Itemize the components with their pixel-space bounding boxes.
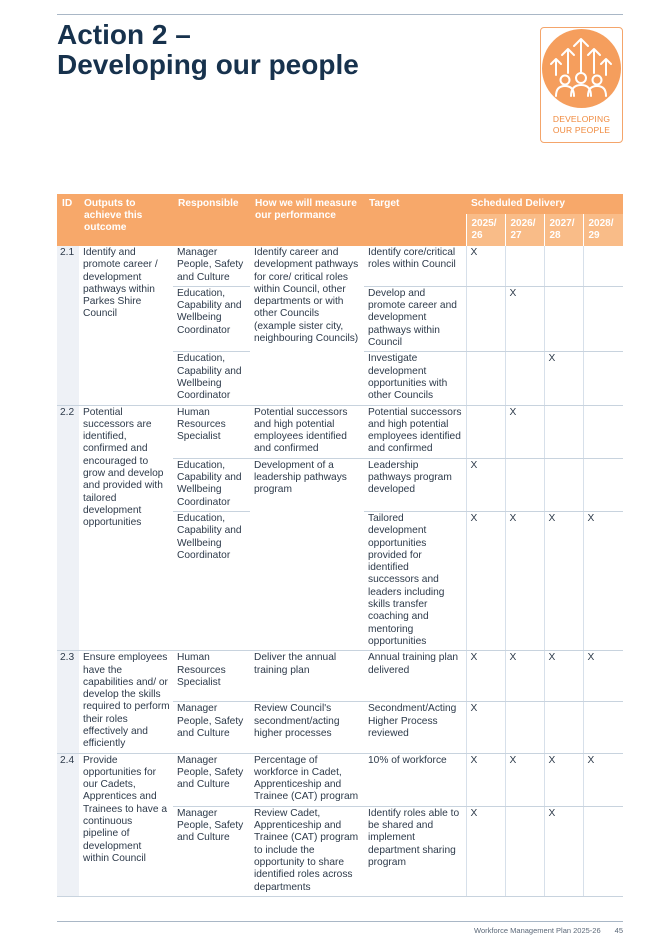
header-target: Target xyxy=(364,194,466,246)
header-scheduled-delivery: Scheduled Delivery xyxy=(466,194,623,214)
page-title xyxy=(57,20,359,80)
header-year-2028-29: 2028/ 29 xyxy=(583,214,623,246)
delivery-2025-26 xyxy=(466,405,505,458)
badge-label-line-1: DEVELOPING xyxy=(552,114,611,124)
delivery-2027-28 xyxy=(544,702,583,753)
delivery-2027-28 xyxy=(544,405,583,458)
delivery-2028-29 xyxy=(583,286,623,351)
delivery-2026-27 xyxy=(505,352,544,405)
delivery-2026-27 xyxy=(505,458,544,511)
row-id: 2.1 xyxy=(57,246,79,405)
output-cell: Ensure employees have the capabilities and/ or develop the skills required to perform their roles effectively and efficiently xyxy=(79,651,173,753)
delivery-2025-26: X xyxy=(466,806,505,896)
delivery-2026-27: X xyxy=(505,286,544,351)
delivery-2027-28: X xyxy=(544,806,583,896)
output-cell: Potential successors are identified, confirmed and encouraged to grow and develop and provided with tailored development opportunities xyxy=(79,405,173,651)
title-line-2: Developing our people xyxy=(57,49,359,80)
responsible-cell: Manager People, Safety and Culture xyxy=(173,246,250,286)
delivery-2027-28 xyxy=(544,246,583,286)
delivery-2025-26 xyxy=(466,352,505,405)
delivery-2027-28: X xyxy=(544,511,583,650)
measure-cell: Review Cadet, Apprenticeship and Trainee (CAT) program to include the opportunity to share identified roles across departments xyxy=(250,806,364,896)
target-cell: Identify core/critical roles within Council xyxy=(364,246,466,286)
footer-page-number: 45 xyxy=(614,926,623,935)
title-line-1: Action 2 – xyxy=(57,19,191,50)
delivery-2025-26: X xyxy=(466,458,505,511)
badge-circle xyxy=(542,29,621,108)
output-cell: Identify and promote career / development pathways within Parkes Shire Council xyxy=(79,246,173,405)
delivery-2026-27: X xyxy=(505,651,544,702)
action-plan-table xyxy=(57,194,623,897)
delivery-2028-29 xyxy=(583,352,623,405)
delivery-2025-26: X xyxy=(466,753,505,806)
header-year-2025-26: 2025/ 26 xyxy=(466,214,505,246)
target-cell: Secondment/Acting Higher Process reviewed xyxy=(364,702,466,753)
badge-label-line-2: OUR PEOPLE xyxy=(552,125,611,135)
output-cell: Provide opportunities for our Cadets, Apprentices and Trainees to have a continuous pipeline of development within Council xyxy=(79,753,173,896)
row-id: 2.4 xyxy=(57,753,79,896)
row-id: 2.2 xyxy=(57,405,79,651)
responsible-cell: Manager People, Safety and Culture xyxy=(173,702,250,753)
developing-our-people-badge xyxy=(540,27,623,143)
delivery-2028-29: X xyxy=(583,511,623,650)
responsible-cell: Education, Capability and Wellbeing Coordinator xyxy=(173,352,250,405)
delivery-2026-27: X xyxy=(505,511,544,650)
delivery-2027-28 xyxy=(544,458,583,511)
measure-cell: Percentage of workforce in Cadet, Apprenticeship and Trainee (CAT) program xyxy=(250,753,364,806)
measure-cell: Development of a leadership pathways program xyxy=(250,458,364,650)
delivery-2028-29 xyxy=(583,458,623,511)
measure-cell: Identify career and development pathways for core/ critical roles within Council, other departments or with other Councils (example sister city, neighbouring Councils) xyxy=(250,246,364,405)
responsible-cell: Education, Capability and Wellbeing Coordinator xyxy=(173,286,250,351)
target-cell: Potential successors and high potential employees identified and confirmed xyxy=(364,405,466,458)
target-cell: 10% of workforce xyxy=(364,753,466,806)
delivery-2026-27 xyxy=(505,806,544,896)
delivery-2027-28: X xyxy=(544,352,583,405)
responsible-cell: Education, Capability and Wellbeing Coordinator xyxy=(173,458,250,511)
delivery-2028-29 xyxy=(583,405,623,458)
responsible-cell: Human Resources Specialist xyxy=(173,405,250,458)
target-cell: Leadership pathways program developed xyxy=(364,458,466,511)
header-measure: How we will measure our performance xyxy=(250,194,364,246)
delivery-2028-29 xyxy=(583,806,623,896)
target-cell: Develop and promote career and development pathways within Council xyxy=(364,286,466,351)
table-row xyxy=(57,753,623,806)
target-cell: Tailored development opportunities provided for identified successors and leaders including skills transfer coaching and mentoring opportunities xyxy=(364,511,466,650)
header-outputs: Outputs to achieve this outcome xyxy=(79,194,173,246)
delivery-2025-26: X xyxy=(466,511,505,650)
target-cell: Investigate development opportunities with other Councils xyxy=(364,352,466,405)
header-year-2026-27: 2026/ 27 xyxy=(505,214,544,246)
delivery-2025-26: X xyxy=(466,246,505,286)
table-row xyxy=(57,405,623,458)
table-row xyxy=(57,651,623,702)
delivery-2025-26: X xyxy=(466,702,505,753)
target-cell: Annual training plan delivered xyxy=(364,651,466,702)
delivery-2025-26: X xyxy=(466,651,505,702)
delivery-2026-27: X xyxy=(505,753,544,806)
delivery-2028-29 xyxy=(583,702,623,753)
row-id: 2.3 xyxy=(57,651,79,753)
delivery-2026-27: X xyxy=(505,405,544,458)
header-id: ID xyxy=(57,194,79,246)
target-cell: Identify roles able to be shared and implement department sharing program xyxy=(364,806,466,896)
top-rule xyxy=(57,14,623,15)
measure-cell: Potential successors and high potential employees identified and confirmed xyxy=(250,405,364,458)
people-growth-icon xyxy=(542,29,621,108)
delivery-2026-27 xyxy=(505,702,544,753)
responsible-cell: Education, Capability and Wellbeing Coordinator xyxy=(173,511,250,650)
table-row xyxy=(57,246,623,286)
responsible-cell: Human Resources Specialist xyxy=(173,651,250,702)
delivery-2025-26 xyxy=(466,286,505,351)
delivery-2028-29 xyxy=(583,246,623,286)
delivery-2028-29: X xyxy=(583,753,623,806)
badge-label xyxy=(541,114,622,136)
responsible-cell: Manager People, Safety and Culture xyxy=(173,753,250,806)
delivery-2027-28 xyxy=(544,286,583,351)
measure-cell: Review Council's secondment/acting higher processes xyxy=(250,702,364,753)
footer-document-title: Workforce Management Plan 2025-26 xyxy=(474,926,601,935)
delivery-2026-27 xyxy=(505,246,544,286)
measure-cell: Deliver the annual training plan xyxy=(250,651,364,702)
header-year-2027-28: 2027/ 28 xyxy=(544,214,583,246)
header-responsible: Responsible xyxy=(173,194,250,246)
delivery-2028-29: X xyxy=(583,651,623,702)
delivery-2027-28: X xyxy=(544,753,583,806)
responsible-cell: Manager People, Safety and Culture xyxy=(173,806,250,896)
bottom-rule xyxy=(57,921,623,922)
delivery-2027-28: X xyxy=(544,651,583,702)
